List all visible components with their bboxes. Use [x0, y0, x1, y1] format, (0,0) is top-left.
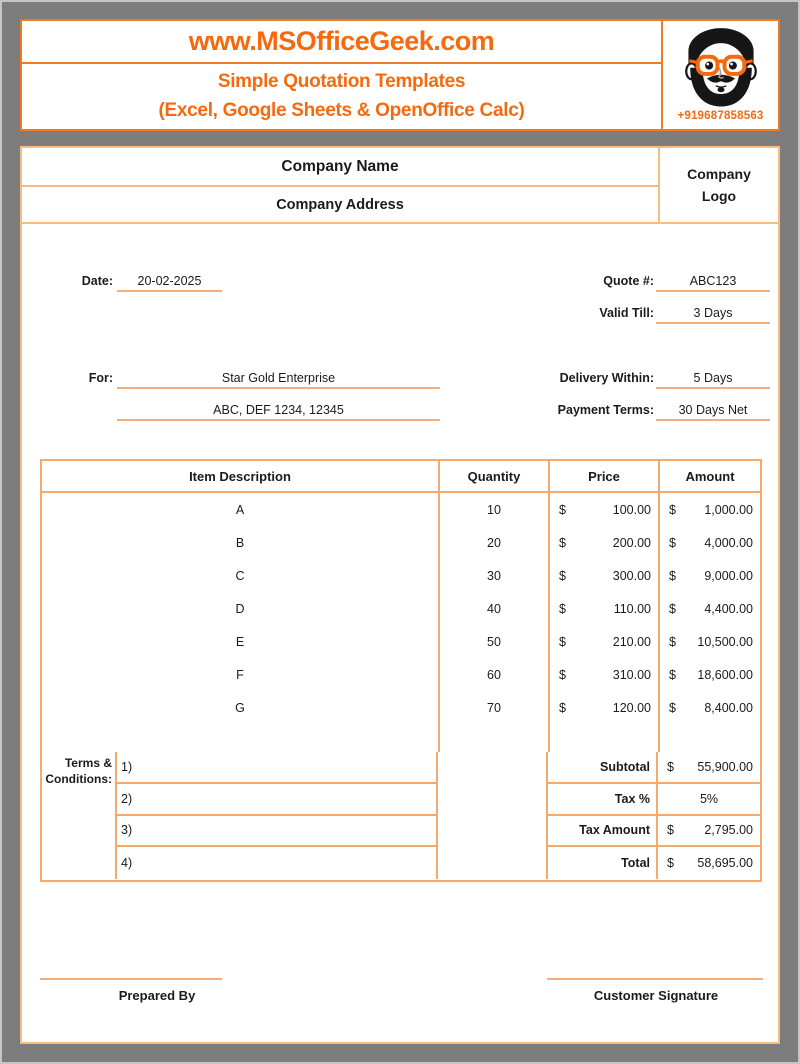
header-price: Price [548, 461, 658, 491]
valid-till-value[interactable]: 3 Days [656, 304, 770, 324]
item-quantity-cell[interactable]: 20 [438, 526, 548, 559]
item-amount-cell[interactable] [658, 526, 760, 559]
currency-symbol: $ [559, 502, 566, 517]
amount-value: 8,400.00 [704, 700, 753, 715]
currency-symbol: $ [559, 634, 566, 649]
header-item-description: Item Description [189, 468, 291, 484]
price-value: 110.00 [613, 601, 651, 616]
banner-subtitles [22, 64, 661, 129]
price-value: 120.00 [612, 700, 651, 715]
currency-symbol: $ [669, 634, 676, 649]
tax-amount-value: $ 2,795.00 [658, 816, 760, 848]
table-row [42, 691, 760, 724]
subtotal-label: Subtotal [548, 752, 658, 784]
price-value: 310.00 [612, 667, 651, 682]
empty-filler-row [42, 724, 760, 752]
currency-symbol: $ [559, 667, 566, 682]
amount-value: 9,000.00 [704, 568, 753, 583]
table-row [42, 526, 760, 559]
currency-symbol: $ [667, 823, 674, 838]
company-text-cells [22, 148, 658, 222]
subtotal-value: $ 55,900.00 [658, 752, 760, 784]
item-description-cell[interactable]: D [235, 601, 245, 616]
item-description-cell[interactable]: G [235, 700, 245, 715]
company-address[interactable]: Company Address [276, 196, 404, 213]
item-price-cell[interactable] [548, 658, 658, 691]
date-label: Date: [81, 274, 113, 288]
customer-name[interactable]: Star Gold Enterprise [117, 369, 440, 389]
currency-symbol: $ [559, 535, 566, 550]
item-description-cell[interactable]: A [235, 502, 245, 517]
quotation-sheet [20, 146, 780, 1044]
quote-number-value[interactable]: ABC123 [656, 272, 770, 292]
terms-line-1[interactable]: 1) [117, 752, 438, 784]
tax-percent-value[interactable]: 5% [658, 784, 760, 816]
item-quantity-cell[interactable]: 60 [438, 658, 548, 691]
item-quantity-cell[interactable]: 50 [438, 625, 548, 658]
item-amount-cell[interactable] [658, 493, 760, 526]
currency-symbol: $ [669, 601, 676, 616]
empty-quantity-column [438, 752, 548, 879]
item-amount-cell[interactable] [658, 625, 760, 658]
price-value: 100.00 [612, 502, 651, 517]
payment-terms-label: Payment Terms: [557, 403, 654, 417]
banner-subtitle-1: Simple Quotation Templates [217, 71, 466, 92]
total-label: Total [548, 847, 658, 879]
prepared-by-label: Prepared By [118, 988, 196, 1003]
customer-address[interactable]: ABC, DEF 1234, 12345 [117, 401, 440, 421]
delivery-within-value[interactable]: 5 Days [656, 369, 770, 389]
phone-number: +919687858563 [677, 110, 764, 122]
item-quantity-cell[interactable]: 10 [438, 493, 548, 526]
terms-line-2[interactable]: 2) [117, 784, 438, 816]
banner-text-block [22, 21, 661, 129]
currency-symbol: $ [559, 601, 566, 616]
currency-symbol: $ [669, 502, 676, 517]
currency-symbol: $ [559, 700, 566, 715]
terms-line-3[interactable]: 3) [117, 816, 438, 848]
msofficegeek-banner [20, 19, 780, 131]
banner-logo-cell [661, 21, 778, 129]
amount-value: 4,000.00 [704, 535, 753, 550]
table-row [42, 658, 760, 691]
delivery-within-label: Delivery Within: [559, 371, 654, 385]
item-amount-cell[interactable] [658, 559, 760, 592]
total-value: $ 58,695.00 [667, 856, 753, 871]
valid-till-label: Valid Till: [599, 306, 654, 320]
terms-conditions-label: Terms & Conditions: [42, 752, 117, 879]
banner-subtitle-2: (Excel, Google Sheets & OpenOffice Calc) [158, 100, 525, 121]
table-row [42, 592, 760, 625]
terms-line-4[interactable]: 4) [117, 847, 438, 879]
customer-signature-line[interactable] [547, 978, 763, 980]
currency-symbol: $ [669, 700, 676, 715]
items-table [40, 459, 762, 882]
item-description-cell[interactable]: F [236, 667, 244, 682]
currency-symbol: $ [667, 856, 674, 871]
item-price-cell[interactable] [548, 625, 658, 658]
amount-value: 4,400.00 [704, 601, 753, 616]
currency-symbol: $ [669, 568, 676, 583]
item-amount-cell[interactable] [658, 592, 760, 625]
item-quantity-cell[interactable]: 70 [438, 691, 548, 724]
items-table-body [42, 493, 760, 724]
prepared-by-signature-line[interactable] [40, 978, 222, 980]
table-row [42, 625, 760, 658]
table-row [42, 493, 760, 526]
table-row [42, 559, 760, 592]
amount-value: 18,600.00 [697, 667, 753, 682]
quote-number-label: Quote #: [603, 274, 654, 288]
currency-symbol: $ [559, 568, 566, 583]
currency-symbol: $ [667, 759, 674, 774]
currency-symbol: $ [669, 667, 676, 682]
item-amount-cell[interactable] [658, 658, 760, 691]
company-header [22, 148, 778, 224]
site-url: www.MSOfficeGeek.com [22, 21, 661, 64]
price-value: 200.00 [612, 535, 651, 550]
item-price-cell[interactable] [548, 493, 658, 526]
amount-value: 10,500.00 [697, 634, 753, 649]
items-table-header [42, 461, 760, 493]
item-price-cell[interactable] [548, 526, 658, 559]
price-value: 210.00 [612, 634, 651, 649]
price-value: 300.00 [612, 568, 651, 583]
item-description-cell[interactable]: E [235, 634, 245, 649]
header-quantity: Quantity [438, 461, 548, 491]
item-price-cell[interactable] [548, 559, 658, 592]
item-quantity-cell[interactable]: 40 [438, 592, 548, 625]
company-name[interactable]: Company Name [22, 148, 658, 187]
item-price-cell[interactable] [548, 592, 658, 625]
date-value[interactable]: 20-02-2025 [117, 272, 222, 292]
item-description-cell[interactable]: B [235, 535, 245, 550]
tax-percent-label: Tax % [548, 784, 658, 816]
item-amount-cell[interactable] [658, 691, 760, 724]
for-label: For: [88, 371, 113, 385]
tax-amount-label: Tax Amount [548, 816, 658, 848]
customer-signature-label: Customer Signature [593, 988, 719, 1003]
terms-and-totals-section [42, 752, 760, 879]
currency-symbol: $ [669, 535, 676, 550]
header-amount: Amount [658, 461, 760, 491]
amount-value: 1,000.00 [704, 502, 753, 517]
msofficegeek-logo-icon [677, 22, 765, 110]
item-price-cell[interactable] [548, 691, 658, 724]
company-logo-placeholder[interactable]: Company Logo [658, 148, 778, 222]
item-quantity-cell[interactable]: 30 [438, 559, 548, 592]
payment-terms-value[interactable]: 30 Days Net [656, 401, 770, 421]
item-description-cell[interactable]: C [235, 568, 245, 583]
